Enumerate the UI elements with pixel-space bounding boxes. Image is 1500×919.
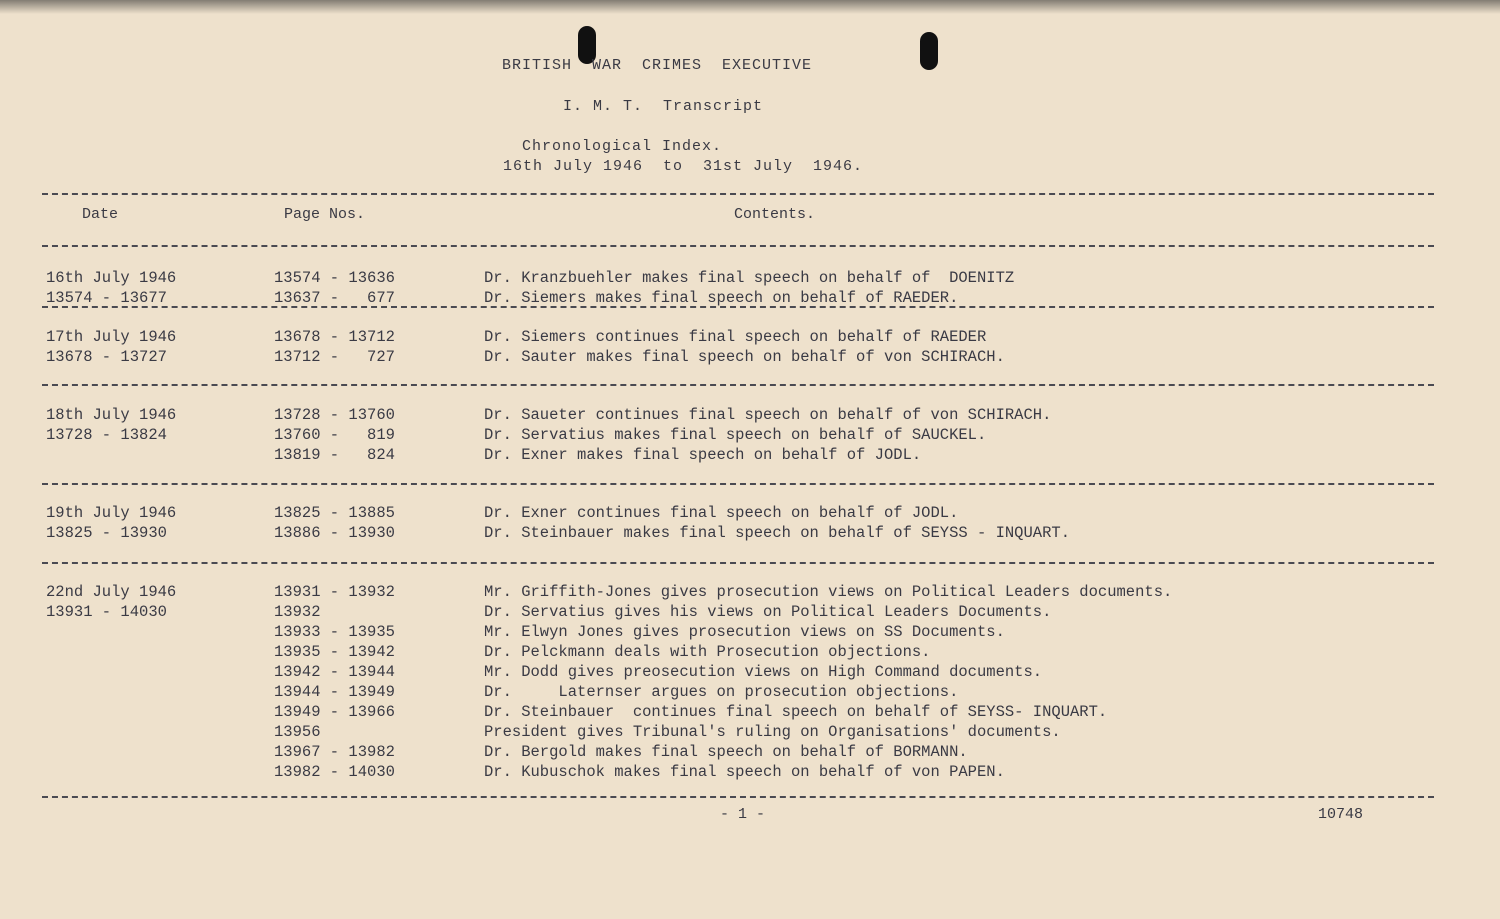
entry-pages: 13728 - 13760	[274, 406, 395, 424]
rule-bottom	[42, 796, 1434, 798]
transcript-title: I. M. T. Transcript	[563, 98, 764, 115]
entry-content: Dr. Saueter continues final speech on behalf of von SCHIRACH.	[484, 406, 1052, 424]
entry-pages: 13886 - 13930	[274, 524, 395, 542]
rule-group-2	[42, 384, 1434, 386]
entry-content: Dr. Bergold makes final speech on behalf of BORMANN.	[484, 743, 968, 761]
entry-pages: 13982 - 14030	[274, 763, 395, 781]
entry-content: Dr. Exner makes final speech on behalf of JODL.	[484, 446, 922, 464]
entry-pages: 13932	[274, 603, 321, 621]
group-date: 19th July 1946	[46, 504, 177, 522]
entry-content: Dr. Sauter makes final speech on behalf of von SCHIRACH.	[484, 348, 1005, 366]
entry-content: Dr. Servatius gives his views on Political Leaders Documents.	[484, 603, 1052, 621]
entry-pages: 13935 - 13942	[274, 643, 395, 661]
entry-content: Dr. Exner continues final speech on behalf of JODL.	[484, 504, 959, 522]
entry-content: Dr. Siemers makes final speech on behalf of RAEDER.	[484, 289, 959, 307]
entry-pages: 13825 - 13885	[274, 504, 395, 522]
rule-group-3	[42, 483, 1434, 485]
document-number: 10748	[1318, 806, 1364, 823]
entry-content: Mr. Dodd gives preosecution views on High Command documents.	[484, 663, 1043, 681]
entry-pages: 13933 - 13935	[274, 623, 395, 641]
entry-content: Mr. Griffith-Jones gives prosecution views on Political Leaders documents.	[484, 583, 1173, 601]
rule-group-4	[42, 562, 1434, 564]
group-range: 13678 - 13727	[46, 348, 167, 366]
index-title: Chronological Index.	[522, 138, 723, 155]
entry-pages: 13956	[274, 723, 321, 741]
entry-pages: 13942 - 13944	[274, 663, 395, 681]
entry-pages: 13712 - 727	[274, 348, 395, 366]
paper-top-edge	[0, 0, 1500, 14]
rule-top	[42, 193, 1434, 195]
punch-hole-right	[920, 32, 938, 70]
group-range: 13574 - 13677	[46, 289, 167, 307]
group-date: 16th July 1946	[46, 269, 177, 287]
entry-pages: 13678 - 13712	[274, 328, 395, 346]
rule-under-header	[42, 245, 1434, 247]
entry-content: Mr. Elwyn Jones gives prosecution views on SS Documents.	[484, 623, 1005, 641]
entry-content: Dr. Siemers continues final speech on behalf of RAEDER	[484, 328, 987, 346]
entry-content: Dr. Servatius makes final speech on behalf of SAUCKEL.	[484, 426, 987, 444]
rule-group-1	[42, 306, 1434, 308]
date-range: 16th July 1946 to 31st July 1946.	[503, 158, 864, 175]
entry-content: Dr. Steinbauer makes final speech on behalf of SEYSS - INQUART.	[484, 524, 1070, 542]
entry-content: Dr. Pelckmann deals with Prosecution objections.	[484, 643, 931, 661]
page-number: - 1 -	[720, 806, 766, 823]
group-range: 13728 - 13824	[46, 426, 167, 444]
group-date: 17th July 1946	[46, 328, 177, 346]
entry-pages: 13760 - 819	[274, 426, 395, 444]
column-header-date: Date	[82, 206, 119, 223]
group-range: 13825 - 13930	[46, 524, 167, 542]
entry-content: Dr. Steinbauer continues final speech on behalf of SEYSS- INQUART.	[484, 703, 1108, 721]
group-date: 22nd July 1946	[46, 583, 177, 601]
entry-content: Dr. Kranzbuehler makes final speech on behalf of DOENITZ	[484, 269, 1015, 287]
entry-content: President gives Tribunal's ruling on Organisations' documents.	[484, 723, 1061, 741]
entry-pages: 13944 - 13949	[274, 683, 395, 701]
entry-pages: 13931 - 13932	[274, 583, 395, 601]
org-title: BRITISH WAR CRIMES EXECUTIVE	[502, 57, 813, 74]
group-range: 13931 - 14030	[46, 603, 167, 621]
entry-content: Dr. Laternser argues on prosecution objections.	[484, 683, 959, 701]
entry-content: Dr. Kubuschok makes final speech on behalf of von PAPEN.	[484, 763, 1005, 781]
column-header-contents: Contents.	[734, 206, 816, 223]
entry-pages: 13574 - 13636	[274, 269, 395, 287]
entry-pages: 13819 - 824	[274, 446, 395, 464]
entry-pages: 13637 - 677	[274, 289, 395, 307]
group-date: 18th July 1946	[46, 406, 177, 424]
entry-pages: 13949 - 13966	[274, 703, 395, 721]
entry-pages: 13967 - 13982	[274, 743, 395, 761]
column-header-pages: Page Nos.	[284, 206, 366, 223]
